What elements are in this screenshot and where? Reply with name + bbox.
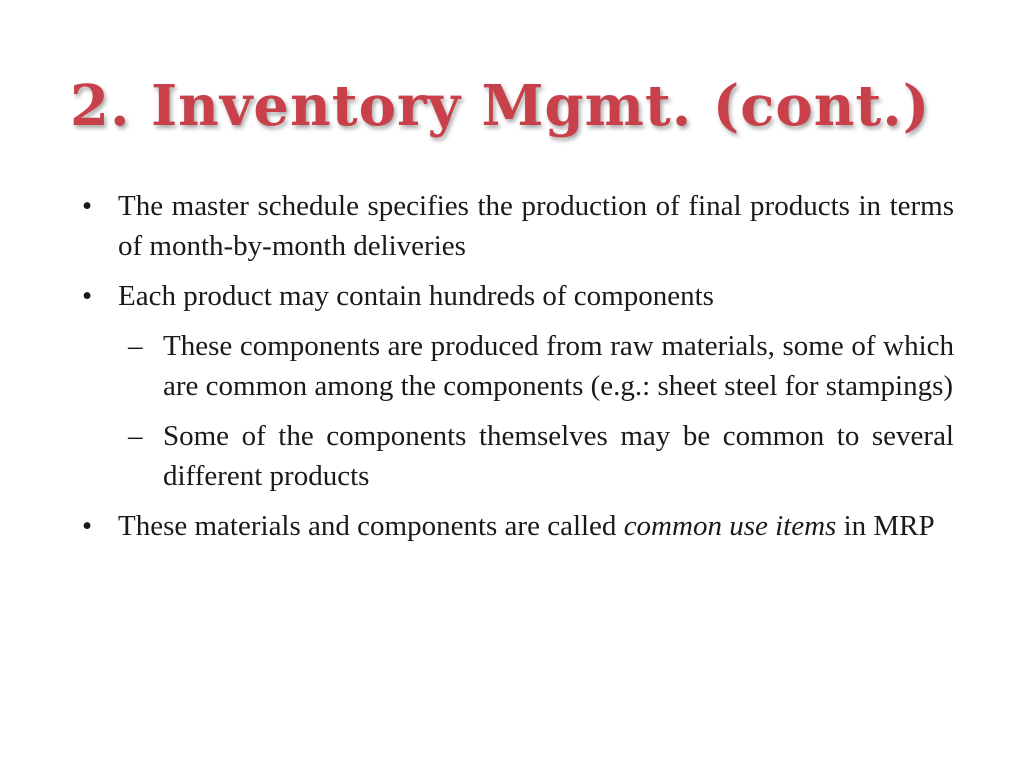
bullet-item <box>78 506 954 546</box>
bullet-text-lead: These materials and components are called <box>118 510 624 542</box>
bullet-marker: • <box>82 190 93 222</box>
bullet-text: Each product may contain hundreds of components <box>118 280 714 312</box>
bullet-text <box>118 506 954 546</box>
bullet-list <box>78 186 954 556</box>
sub-bullet-text: Some of the components themselves may be common to several different products <box>163 420 954 492</box>
bullet-marker: • <box>82 510 93 542</box>
bullet-text: The master schedule specifies the production of final products in terms of month-by-month deliveries <box>118 190 954 262</box>
sub-bullet-marker: – <box>128 330 143 362</box>
bullet-item <box>78 186 954 266</box>
sub-bullet-item <box>78 326 954 406</box>
bullet-item <box>78 276 954 316</box>
sub-bullet-item <box>78 416 954 496</box>
bullet-text-tail: in MRP <box>836 510 935 542</box>
emphasized-term: common use items <box>623 510 837 542</box>
bullet-marker: • <box>82 280 93 312</box>
sub-bullet-marker: – <box>128 420 143 452</box>
sub-bullet-text: These components are produced from raw materials, some of which are common among the components (e.g.: sheet steel for stampings) <box>163 330 954 402</box>
slide-title: 2. Inventory Mgmt. (cont.) <box>70 73 931 139</box>
